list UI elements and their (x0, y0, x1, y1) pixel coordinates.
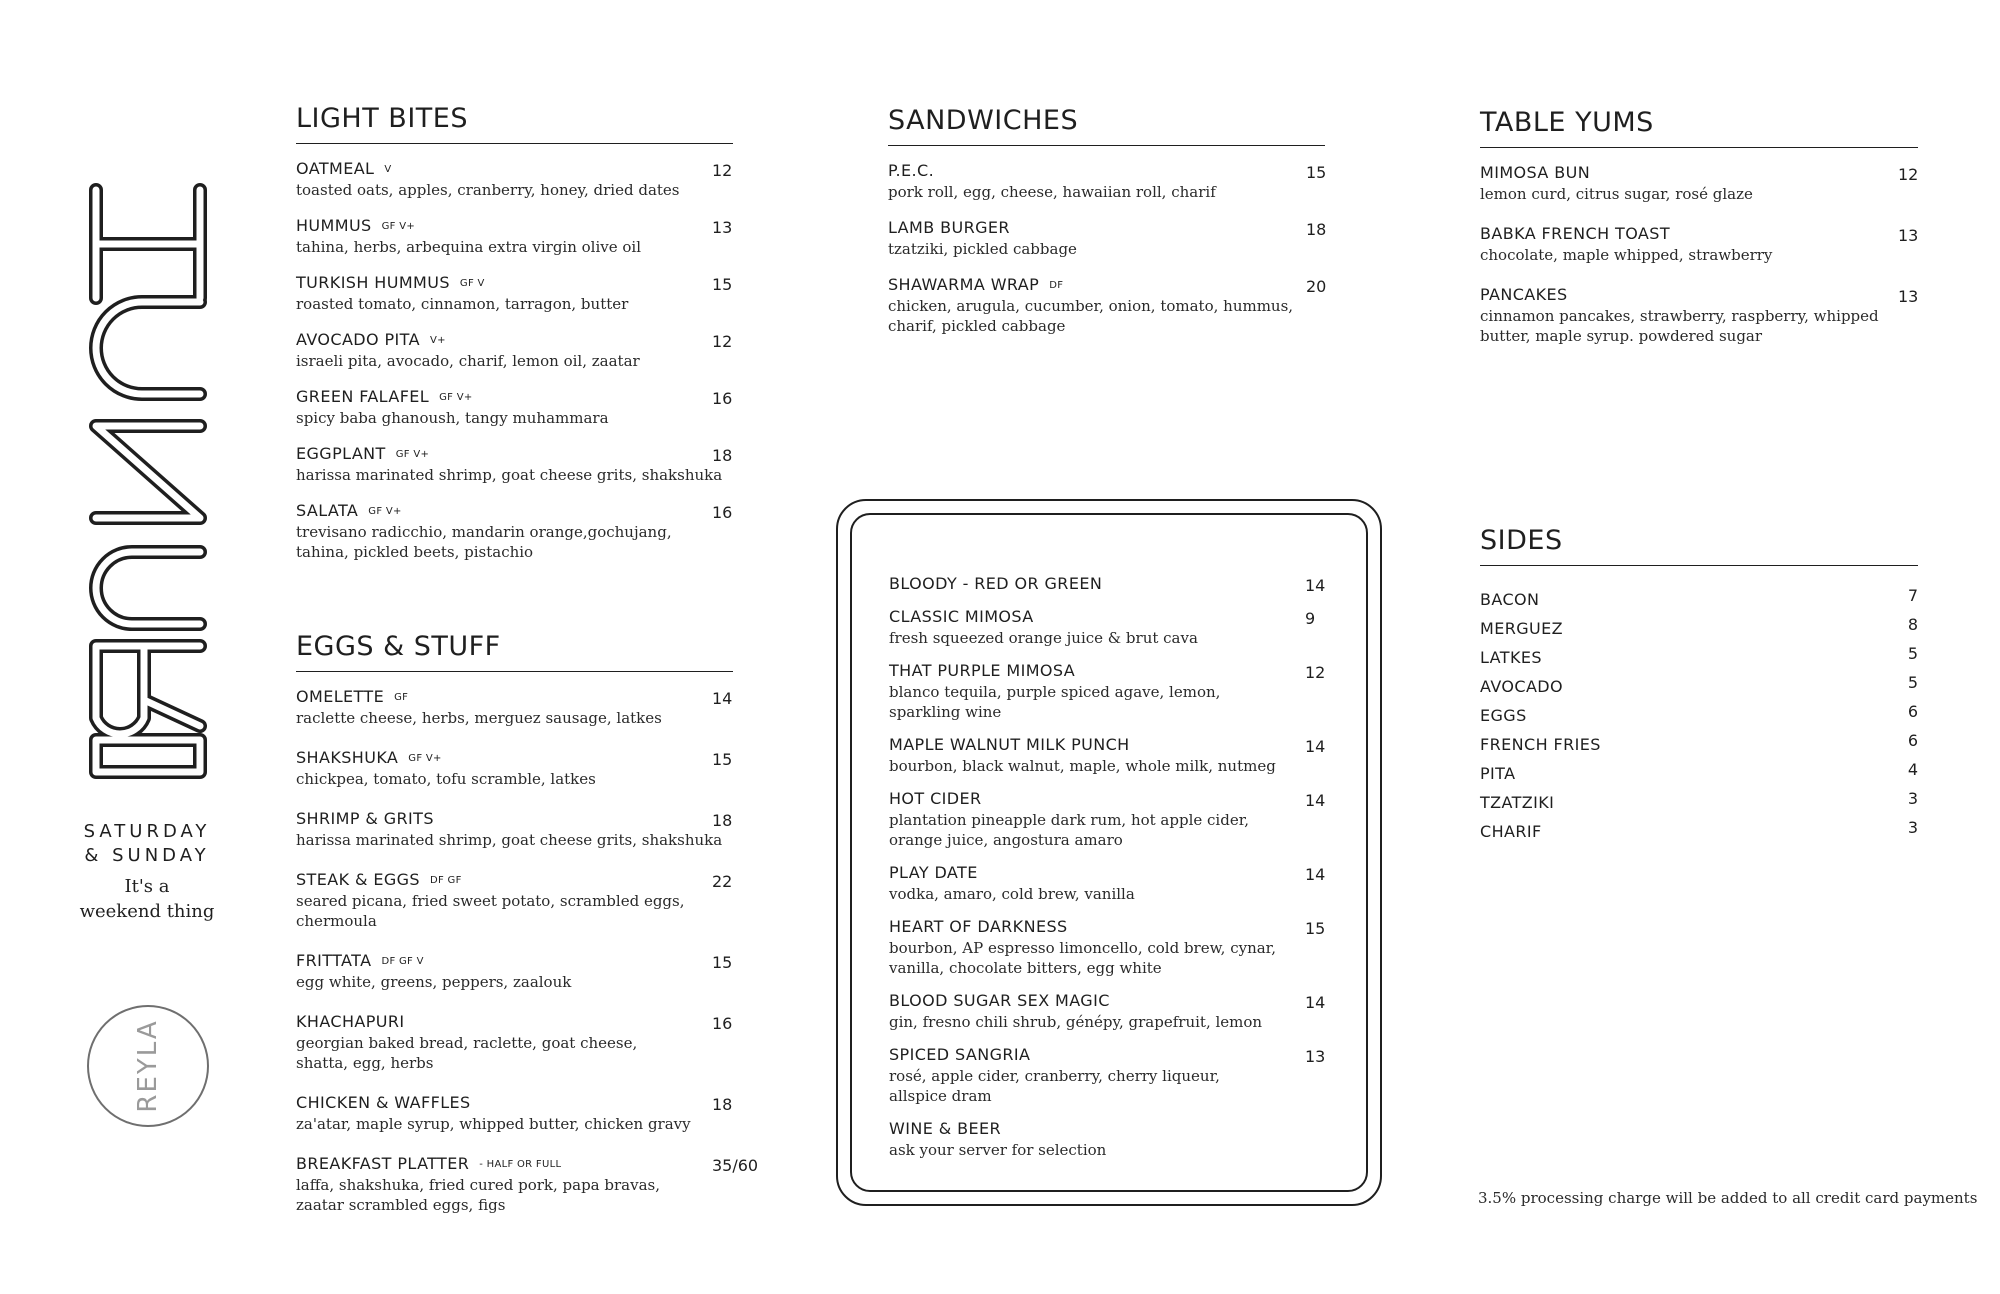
menu-item-name (1480, 285, 1568, 305)
side-item (1480, 789, 1918, 822)
menu-item-name (889, 1045, 1030, 1065)
menu-item-header (296, 687, 733, 707)
menu-item-name-text: CLASSIC MIMOSA (889, 607, 1034, 626)
reyla-logo-text: REYLA (133, 1019, 163, 1113)
menu-item-description (296, 769, 733, 789)
menu-item-name-text: HEART OF DARKNESS (889, 917, 1068, 936)
menu-item-description (889, 938, 1325, 978)
menu-item-description (296, 294, 733, 314)
menu-item-name-text: STEAK & EGGS (296, 870, 420, 889)
menu-item-description (296, 351, 733, 371)
menu-item-price: 22 (712, 872, 733, 891)
menu-item-description (888, 296, 1325, 336)
brand-days (62, 820, 232, 868)
side-item (1480, 731, 1918, 764)
side-item (1480, 615, 1918, 648)
menu-item-header (889, 917, 1325, 937)
menu-item-name (296, 870, 462, 891)
menu-item-price: 13 (712, 218, 733, 237)
menu-item-name-text: LAMB BURGER (888, 218, 1010, 237)
brunch-wordmark-graphic (82, 180, 214, 780)
menu-item-price: 18 (1306, 220, 1327, 239)
menu-item-name (296, 687, 408, 708)
menu-item-name (296, 273, 485, 294)
menu-item-name-text: SHRIMP & GRITS (296, 809, 434, 828)
menu-item-name-text: OATMEAL (296, 159, 375, 178)
menu-item (296, 1012, 733, 1073)
menu-item-name-text: PANCAKES (1480, 285, 1568, 304)
menu-item (296, 387, 733, 428)
menu-item-header (889, 574, 1325, 594)
menu-item-name-text: HUMMUS (296, 216, 372, 235)
menu-item (296, 501, 733, 562)
menu-item-name-text: BLOOD SUGAR SEX MAGIC (889, 991, 1110, 1010)
menu-item-name-text: THAT PURPLE MIMOSA (889, 661, 1076, 680)
menu-item (888, 161, 1325, 202)
menu-item-price: 12 (712, 332, 733, 351)
menu-item-name-text: SALATA (296, 501, 359, 520)
menu-item-description-line: gin, fresno chili shrub, génépy, grapefruit, lemon (889, 1013, 1263, 1031)
menu-item-name-text: GREEN FALAFEL (296, 387, 430, 406)
menu-item-description-line: spicy baba ghanoush, tangy muhammara (296, 409, 609, 427)
menu-item-price: 18 (712, 446, 733, 465)
menu-item-description-line: vodka, amaro, cold brew, vanilla (889, 885, 1135, 903)
menu-item-name-text: AVOCADO PITA (296, 330, 420, 349)
menu-item-description-line: harissa marinated shrimp, goat cheese grits, shakshuka (296, 831, 723, 849)
side-item (1480, 644, 1918, 677)
section-table-yums (1480, 108, 1918, 366)
dietary-tag: GF V (459, 278, 485, 289)
brunch-wordmark (82, 180, 214, 780)
menu-item (296, 748, 733, 789)
menu-item-name (889, 661, 1075, 681)
brand-tagline-line1: It's a (124, 876, 170, 897)
menu-item-header (888, 275, 1325, 295)
menu-item-name (889, 1119, 1001, 1139)
section-title-table-yums: TABLE YUMS (1480, 107, 1654, 138)
menu-item-description (296, 465, 733, 485)
menu-item-price: 14 (1305, 576, 1326, 595)
menu-item-description-line: sparkling wine (889, 703, 1002, 721)
menu-item-name (296, 1154, 561, 1175)
menu-item-description (296, 1175, 733, 1215)
menu-item-description (296, 408, 733, 428)
menu-item-name-text: MAPLE WALNUT MILK PUNCH (889, 735, 1130, 754)
brand-days-line2: & SUNDAY (84, 845, 210, 866)
menu-item-description (296, 972, 733, 992)
dietary-tag: V+ (429, 335, 446, 346)
menu-item-description-line: roasted tomato, cinnamon, tarragon, butter (296, 295, 629, 313)
menu-item-price: 9 (1305, 609, 1316, 628)
menu-item-description-line: chermoula (296, 912, 377, 930)
menu-item-description-line: allspice dram (889, 1087, 992, 1105)
menu-item-header (296, 951, 733, 971)
menu-item-name (296, 216, 415, 237)
menu-item-description-line: shatta, egg, herbs (296, 1054, 434, 1072)
menu-item-name (296, 1093, 471, 1113)
side-item-price: 5 (1907, 673, 1918, 692)
side-item-name: BACON (1480, 590, 1540, 609)
menu-item-name-text: SHAKSHUKA (296, 748, 399, 767)
menu-item-name (296, 330, 446, 351)
side-item-price: 6 (1907, 731, 1918, 750)
menu-item-price: 18 (712, 1095, 733, 1114)
menu-item-price: 16 (712, 503, 733, 522)
menu-item-price: 18 (712, 811, 733, 830)
menu-item-header (889, 735, 1325, 755)
menu-item (296, 809, 733, 850)
processing-charge-note: 3.5% processing charge will be added to all credit card payments (1478, 1189, 1978, 1207)
menu-item-name-text: KHACHAPURI (296, 1012, 405, 1031)
menu-item-header (296, 748, 733, 768)
menu-item-name (296, 444, 429, 465)
eggs-stuff-list (296, 687, 759, 1215)
side-item (1480, 702, 1918, 735)
menu-item-description-line: chickpea, tomato, tofu scramble, latkes (296, 770, 596, 788)
brand-tagline (62, 874, 232, 924)
menu-item (296, 1154, 759, 1215)
menu-item-price: 16 (712, 389, 733, 408)
menu-item-description-line: charif, pickled cabbage (888, 317, 1066, 335)
menu-item-description (296, 1114, 733, 1134)
menu-item-name-text: PLAY DATE (889, 863, 978, 882)
dietary-tag: DF GF (430, 875, 462, 886)
menu-item-header (296, 1154, 759, 1175)
menu-item-header (296, 1093, 733, 1113)
side-item (1480, 760, 1918, 793)
menu-item (296, 444, 733, 485)
menu-item-name-text: MIMOSA BUN (1480, 163, 1591, 182)
side-item-name: MERGUEZ (1480, 619, 1564, 638)
menu-item-description (888, 182, 1325, 202)
menu-item-price: 20 (1306, 277, 1327, 296)
menu-item-header (889, 1119, 1325, 1139)
menu-item-description-line: tahina, pickled beets, pistachio (296, 543, 534, 561)
menu-item-price: 13 (1898, 287, 1919, 306)
menu-item-description-line: bourbon, AP espresso limoncello, cold brew, cynar, (889, 939, 1276, 957)
menu-item-name (889, 991, 1110, 1011)
menu-item-name (889, 735, 1130, 755)
menu-item (889, 607, 1325, 648)
side-item (1480, 586, 1918, 619)
menu-item (889, 661, 1325, 722)
menu-item-description-line: chicken, arugula, cucumber, onion, tomato, hummus, (888, 297, 1294, 315)
menu-item (296, 216, 733, 257)
menu-item-name (889, 607, 1034, 627)
menu-item-price: 15 (1306, 163, 1327, 182)
menu-item-header (889, 863, 1325, 883)
menu-item-price: 16 (712, 1014, 733, 1033)
side-item-name: FRENCH FRIES (1480, 735, 1601, 754)
light-bites-list (296, 159, 733, 562)
menu-item (888, 218, 1325, 259)
menu-item-description (1480, 306, 1918, 346)
menu-item-description-line: trevisano radicchio, mandarin orange,gochujang, (296, 523, 672, 541)
menu-item-price: 14 (1305, 791, 1326, 810)
menu-item-price: 14 (712, 689, 733, 708)
menu-item-description (889, 1066, 1325, 1106)
menu-item-name (296, 748, 442, 769)
menu-item-price: 12 (1898, 165, 1919, 184)
menu-item-description (296, 830, 733, 850)
menu-item-name-text: BABKA FRENCH TOAST (1480, 224, 1670, 243)
menu-item (296, 951, 733, 992)
menu-item (888, 275, 1325, 336)
menu-item-price: 14 (1305, 865, 1326, 884)
menu-item-description-line: orange juice, angostura amaro (889, 831, 1123, 849)
menu-item-price: 35/60 (712, 1156, 759, 1175)
menu-item-header (296, 1012, 733, 1032)
reyla-logo (87, 1005, 209, 1127)
menu-item-name (296, 809, 434, 829)
menu-item-description-line: egg white, greens, peppers, zaalouk (296, 973, 572, 991)
menu-item-header (296, 159, 733, 179)
menu-item-name (889, 789, 982, 809)
menu-item-header (889, 789, 1325, 809)
menu-item-price: 14 (1305, 993, 1326, 1012)
menu-item-description-line: rosé, apple cider, cranberry, cherry liqueur, (889, 1067, 1220, 1085)
menu-item-header (1480, 163, 1918, 183)
menu-item-description-line: cinnamon pancakes, strawberry, raspberry, whipped (1480, 307, 1879, 325)
dietary-tag: - HALF OR FULL (479, 1159, 562, 1170)
dietary-tag: GF V+ (395, 449, 430, 460)
menu-item-price: 13 (1305, 1047, 1326, 1066)
menu-item-name (888, 161, 934, 181)
menu-item-description (296, 180, 733, 200)
menu-item-description-line: lemon curd, citrus sugar, rosé glaze (1480, 185, 1753, 203)
menu-item-description-line: seared picana, fried sweet potato, scrambled eggs, (296, 892, 685, 910)
menu-item-price: 15 (712, 750, 733, 769)
menu-item-description-line: laffa, shakshuka, fried cured pork, papa bravas, (296, 1176, 660, 1194)
menu-item-description (296, 891, 733, 931)
menu-item (296, 1093, 733, 1134)
section-divider (1480, 147, 1918, 148)
dietary-tag: DF (1049, 280, 1064, 291)
menu-item-name (888, 275, 1063, 296)
menu-item-price: 14 (1305, 737, 1326, 756)
menu-item-description (889, 810, 1325, 850)
menu-item-description (889, 1012, 1325, 1032)
menu-item-name (889, 917, 1068, 937)
menu-item-name-text: BLOODY - RED OR GREEN (889, 574, 1103, 593)
menu-item-name-text: OMELETTE (296, 687, 385, 706)
dietary-tag: GF V+ (381, 221, 416, 232)
side-item (1480, 818, 1918, 851)
menu-item-price: 15 (1305, 919, 1326, 938)
brand-days-line1: SATURDAY (83, 821, 211, 842)
menu-item (296, 273, 733, 314)
side-item-name: PITA (1480, 764, 1516, 783)
dietary-tag: GF V+ (439, 392, 473, 403)
menu-item-description-line: tzatziki, pickled cabbage (888, 240, 1077, 258)
sides-list (1480, 586, 1918, 851)
menu-item-description (1480, 184, 1918, 204)
menu-item-description-line: za'atar, maple syrup, whipped butter, chicken gravy (296, 1115, 691, 1133)
menu-item-name (296, 951, 424, 972)
menu-item-name-text: SPICED SANGRIA (889, 1045, 1031, 1064)
menu-item-name (888, 218, 1010, 238)
menu-item-header (889, 661, 1325, 681)
section-divider (888, 145, 1325, 146)
menu-item (296, 687, 733, 728)
menu-item-description (889, 628, 1325, 648)
menu-item-description-line: pork roll, egg, cheese, hawaiian roll, charif (888, 183, 1216, 201)
section-divider (296, 671, 733, 672)
menu-item-header (888, 218, 1325, 238)
side-item-name: LATKES (1480, 648, 1542, 667)
menu-item-description-line: zaatar scrambled eggs, figs (296, 1196, 506, 1214)
menu-item-description-line: georgian baked bread, raclette, goat cheese, (296, 1034, 638, 1052)
menu-item-description (889, 1140, 1325, 1160)
menu-item-price: 15 (712, 953, 733, 972)
dietary-tag: GF V+ (408, 753, 442, 764)
menu-item-description-line: bourbon, black walnut, maple, whole milk, nutmeg (889, 757, 1276, 775)
menu-item-name-text: CHICKEN & WAFFLES (296, 1093, 471, 1112)
side-item (1480, 673, 1918, 706)
menu-item (889, 863, 1325, 904)
menu-item-description-line: ask your server for selection (889, 1141, 1107, 1159)
menu-item (1480, 224, 1918, 265)
menu-item-name-text: P.E.C. (888, 161, 935, 180)
menu-item (889, 735, 1325, 776)
menu-item-name-text: HOT CIDER (889, 789, 982, 808)
menu-item-name (296, 387, 473, 408)
side-item-price: 3 (1907, 818, 1918, 837)
menu-item-description-line: butter, maple syrup. powdered sugar (1480, 327, 1763, 345)
menu-item-header (1480, 224, 1918, 244)
section-eggs-stuff (296, 631, 759, 1235)
menu-item-description (296, 1033, 733, 1073)
side-item-name: EGGS (1480, 706, 1527, 725)
sandwiches-list (888, 161, 1325, 336)
brand-tagline-line2: weekend thing (79, 901, 215, 922)
menu-item-name (296, 159, 392, 180)
menu-item (1480, 163, 1918, 204)
dietary-tag: V (384, 164, 392, 175)
menu-item-name (1480, 224, 1670, 244)
side-item-price: 4 (1907, 760, 1918, 779)
menu-item-description-line: raclette cheese, herbs, merguez sausage, latkes (296, 709, 662, 727)
menu-item-header (889, 991, 1325, 1011)
menu-item-description (296, 708, 733, 728)
menu-item-price: 13 (1898, 226, 1919, 245)
menu-item-header (296, 330, 733, 350)
menu-item-description-line: harissa marinated shrimp, goat cheese grits, shakshuka (296, 466, 723, 484)
section-drinks (889, 574, 1325, 1173)
side-item-price: 6 (1907, 702, 1918, 721)
table-yums-list (1480, 163, 1918, 346)
menu-item-description (296, 237, 733, 257)
side-item-name: AVOCADO (1480, 677, 1564, 696)
menu-item-name (1480, 163, 1590, 183)
menu-item-name-text: BREAKFAST PLATTER (296, 1154, 470, 1173)
menu-item-description (888, 239, 1325, 259)
menu-item-name (296, 501, 402, 522)
menu-item (889, 1119, 1325, 1160)
menu-item-name-text: TURKISH HUMMUS (296, 273, 450, 292)
menu-item-name (889, 863, 978, 883)
menu-item-description-line: fresh squeezed orange juice & brut cava (889, 629, 1198, 647)
menu-item-header (296, 216, 733, 236)
side-item-price: 7 (1907, 586, 1918, 605)
dietary-tag: DF GF V (381, 956, 424, 967)
menu-item-header (296, 273, 733, 293)
section-sides (1480, 526, 1918, 851)
menu-item-header (1480, 285, 1918, 305)
menu-item-description (1480, 245, 1918, 265)
menu-item-description (889, 756, 1325, 776)
menu-item-header (296, 444, 733, 464)
menu-item-name-text: FRITTATA (296, 951, 372, 970)
menu-item (1480, 285, 1918, 346)
menu-item-price: 12 (712, 161, 733, 180)
section-divider (1480, 565, 1918, 566)
menu-item-header (889, 1045, 1325, 1065)
menu-item-header (889, 607, 1325, 627)
menu-item-header (296, 809, 733, 829)
menu-item-name-text: EGGPLANT (296, 444, 386, 463)
dietary-tag: GF V+ (368, 506, 402, 517)
menu-item (889, 991, 1325, 1032)
menu-item-description-line: tahina, herbs, arbequina extra virgin olive oil (296, 238, 642, 256)
drinks-list (889, 574, 1325, 1160)
menu-item-header (296, 387, 733, 407)
section-sandwiches (888, 106, 1325, 352)
side-item-price: 5 (1907, 644, 1918, 663)
section-title-sandwiches: SANDWICHES (888, 105, 1079, 136)
side-item-name: CHARIF (1480, 822, 1542, 841)
menu-item-header (296, 501, 733, 521)
menu-item-name (889, 574, 1102, 594)
menu-item-description-line: vanilla, chocolate bitters, egg white (889, 959, 1162, 977)
menu-item-description-line: toasted oats, apples, cranberry, honey, dried dates (296, 181, 680, 199)
menu-item-description (889, 884, 1325, 904)
menu-item-header (296, 870, 733, 890)
section-title-eggs-stuff: EGGS & STUFF (296, 631, 501, 662)
menu-item (889, 574, 1325, 594)
menu-item-price: 15 (712, 275, 733, 294)
menu-item (296, 159, 733, 200)
menu-item-description-line: chocolate, maple whipped, strawberry (1480, 246, 1773, 264)
side-item-price: 3 (1907, 789, 1918, 808)
menu-item-description-line: blanco tequila, purple spiced agave, lemon, (889, 683, 1221, 701)
menu-item-name (296, 1012, 405, 1032)
menu-item-description (889, 682, 1325, 722)
side-item-name: TZATZIKI (1480, 793, 1555, 812)
section-light-bites (296, 104, 733, 578)
menu-item (889, 917, 1325, 978)
menu-item-name-text: WINE & BEER (889, 1119, 1001, 1138)
menu-item (889, 1045, 1325, 1106)
menu-item (889, 789, 1325, 850)
section-title-light-bites: LIGHT BITES (296, 103, 468, 134)
menu-item-description-line: plantation pineapple dark rum, hot apple cider, (889, 811, 1249, 829)
menu-item (296, 330, 733, 371)
section-title-sides: SIDES (1480, 525, 1563, 556)
side-item-price: 8 (1907, 615, 1918, 634)
menu-item (296, 870, 733, 931)
menu-item-price: 12 (1305, 663, 1326, 682)
section-divider (296, 143, 733, 144)
dietary-tag: GF (394, 692, 409, 703)
menu-item-header (888, 161, 1325, 181)
menu-item-description-line: israeli pita, avocado, charif, lemon oil, zaatar (296, 352, 640, 370)
menu-item-name-text: SHAWARMA WRAP (888, 275, 1040, 294)
menu-item-description (296, 522, 733, 562)
